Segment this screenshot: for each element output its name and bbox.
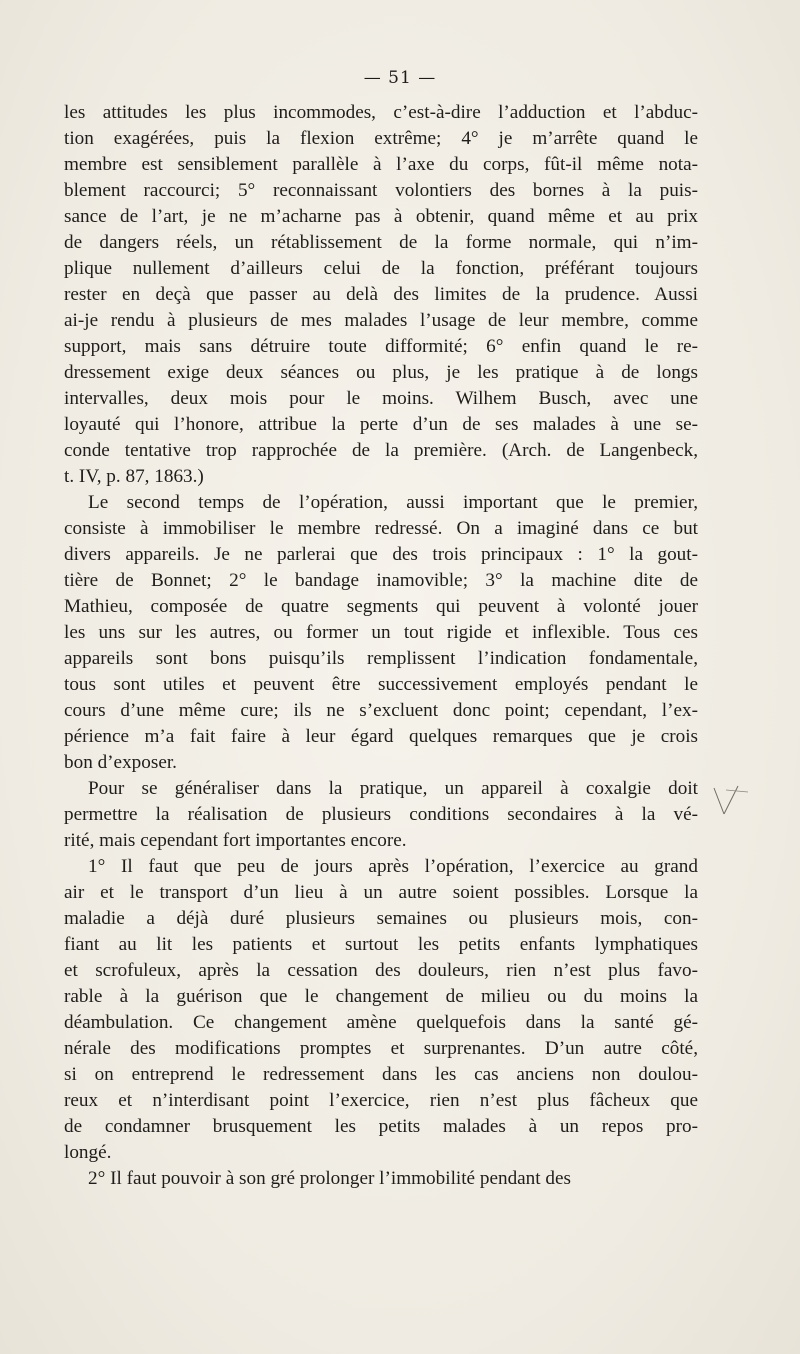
body-text <box>64 100 698 1192</box>
text-line: t. IV, p. 87, 1863.) <box>64 466 204 487</box>
text-line: rable à la guérison que le changement de milieu ou du moins la <box>64 986 698 1007</box>
text-line: ai-je rendu à plusieurs de mes malades l’usage de leur membre, comme <box>64 310 698 331</box>
text-line: tous sont utiles et peuvent être successivement employés pendant le <box>64 674 698 695</box>
text-line: de condamner brusquement les petits malades à un repos pro- <box>64 1116 698 1137</box>
text-line: membre est sensiblement parallèle à l’axe du corps, fût-il même nota- <box>64 154 698 175</box>
text-line: si on entreprend le redressement dans les cas anciens non doulou- <box>64 1064 698 1085</box>
paragraph <box>64 100 698 490</box>
text-line: de dangers réels, un rétablissement de la forme normale, qui n’im- <box>64 232 698 253</box>
text-line: 1° Il faut que peu de jours après l’opération, l’exercice au grand <box>88 856 698 877</box>
text-line: sance de l’art, je ne m’acharne pas à obtenir, quand même et au prix <box>64 206 698 227</box>
text-line: dressement exige deux séances ou plus, je les pratique à de longs <box>64 362 698 383</box>
text-line: 2° Il faut pouvoir à son gré prolonger l’immobilité pendant des <box>88 1168 571 1189</box>
paragraph <box>64 490 698 776</box>
page-number: — 51 — <box>363 68 437 88</box>
margin-pencil-mark <box>712 784 752 824</box>
text-line: reux et n’interdisant point l’exercice, rien n’est plus fâcheux que <box>64 1090 698 1111</box>
paragraph <box>64 1166 698 1192</box>
text-line: Pour se généraliser dans la pratique, un appareil à coxalgie doit <box>88 778 698 799</box>
text-line: rester en deçà que passer au delà des limites de la prudence. Aussi <box>64 284 698 305</box>
text-line: les uns sur les autres, ou former un tout rigide et inflexible. Tous ces <box>64 622 698 643</box>
text-line: fiant au lit les patients et surtout les petits enfants lymphatiques <box>64 934 698 955</box>
text-line: nérale des modifications promptes et surprenantes. D’un autre côté, <box>64 1038 698 1059</box>
text-line: Mathieu, composée de quatre segments qui peuvent à volonté jouer <box>64 596 698 617</box>
text-line: blement raccourci; 5° reconnaissant volontiers des bornes à la puis- <box>64 180 698 201</box>
text-line: divers appareils. Je ne parlerai que des trois principaux : 1° la gout- <box>64 544 698 565</box>
text-line: Le second temps de l’opération, aussi important que le premier, <box>88 492 698 513</box>
text-line: et scrofuleux, après la cessation des douleurs, rien n’est plus favo- <box>64 960 698 981</box>
text-line: consiste à immobiliser le membre redressé. On a imaginé dans ce but <box>64 518 698 539</box>
text-line: longé. <box>64 1142 112 1163</box>
text-line: appareils sont bons puisqu’ils remplissent l’indication fondamentale, <box>64 648 698 669</box>
text-line: loyauté qui l’honore, attribue la perte d’un de ses malades à une se- <box>64 414 698 435</box>
paragraph <box>64 854 698 1166</box>
text-line: conde tentative trop rapprochée de la première. (Arch. de Langenbeck, <box>64 440 698 461</box>
text-line: support, mais sans détruire toute difformité; 6° enfin quand le re- <box>64 336 698 357</box>
paragraph <box>64 776 698 854</box>
text-line: intervalles, deux mois pour le moins. Wilhem Busch, avec une <box>64 388 698 409</box>
text-line: tion exagérées, puis la flexion extrême; 4° je m’arrête quand le <box>64 128 698 149</box>
text-line: bon d’exposer. <box>64 752 177 773</box>
text-line: rité, mais cependant fort importantes encore. <box>64 830 407 851</box>
text-line: air et le transport d’un lieu à un autre soient possibles. Lorsque la <box>64 882 698 903</box>
text-line: cours d’une même cure; ils ne s’excluent donc point; cependant, l’ex- <box>64 700 698 721</box>
text-line: périence m’a fait faire à leur égard quelques remarques que je crois <box>64 726 698 747</box>
text-line: tière de Bonnet; 2° le bandage inamovible; 3° la machine dite de <box>64 570 698 591</box>
text-line: les attitudes les plus incommodes, c’est-à-dire l’adduction et l’abduc- <box>64 102 698 123</box>
text-line: plique nullement d’ailleurs celui de la fonction, préférant toujours <box>64 258 698 279</box>
text-line: permettre la réalisation de plusieurs conditions secondaires à la vé- <box>64 804 698 825</box>
text-line: maladie a déjà duré plusieurs semaines ou plusieurs mois, con- <box>64 908 698 929</box>
text-line: déambulation. Ce changement amène quelquefois dans la santé gé- <box>64 1012 698 1033</box>
